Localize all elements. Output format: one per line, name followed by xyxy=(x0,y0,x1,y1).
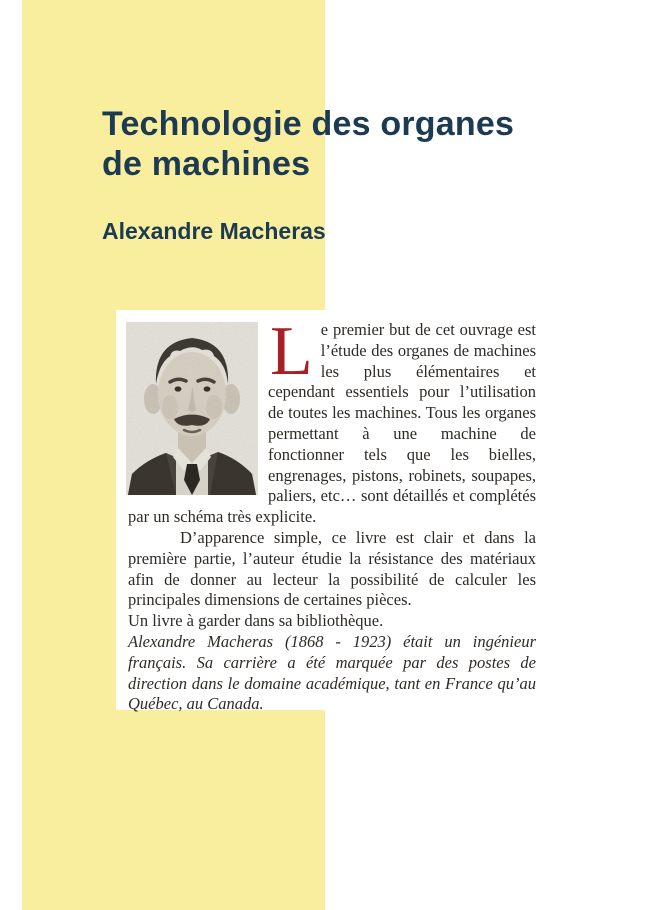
book-title-line-1: Technologie des organes xyxy=(102,105,515,143)
author-name: Alexandre Macheras xyxy=(102,218,326,244)
blurb-paragraph-3: Un livre à garder dans sa bibliothèque. xyxy=(128,611,384,631)
blurb-paragraph-2: D’apparence simple, ce livre est clair et dans la première partie, l’auteur étudie la résistance des matériaux afin de donner au lecteur la possibilité de calculer les principales dimensions de certaines pièces. xyxy=(128,527,536,610)
author-bio-paragraph: Alexandre Macheras (1868 - 1923) était un ingénieur français. Sa carrière a été marquée par des postes de direction dans le domaine académique, tant en France qu’au Québec, au Canada. xyxy=(128,631,536,714)
blurb-panel xyxy=(116,310,550,714)
blurb-paragraph-1-text: e premier but de cet ouvrage est l’étude des organes de machines les plus élémentaires et cependant essentiels pour l’utilisation de toutes les machines. Tous les organes permettant à une machine de fonctionner tels que les bielles, engrenages, pistons, robinets, soupapes, paliers, etc… sont détaillés et complétés par un schéma très explicite. xyxy=(128,320,536,527)
dropcap-letter: L xyxy=(270,313,313,390)
portrait-photo xyxy=(126,322,258,495)
book-title-line-2: de machines xyxy=(102,145,311,183)
book-title xyxy=(102,104,572,184)
